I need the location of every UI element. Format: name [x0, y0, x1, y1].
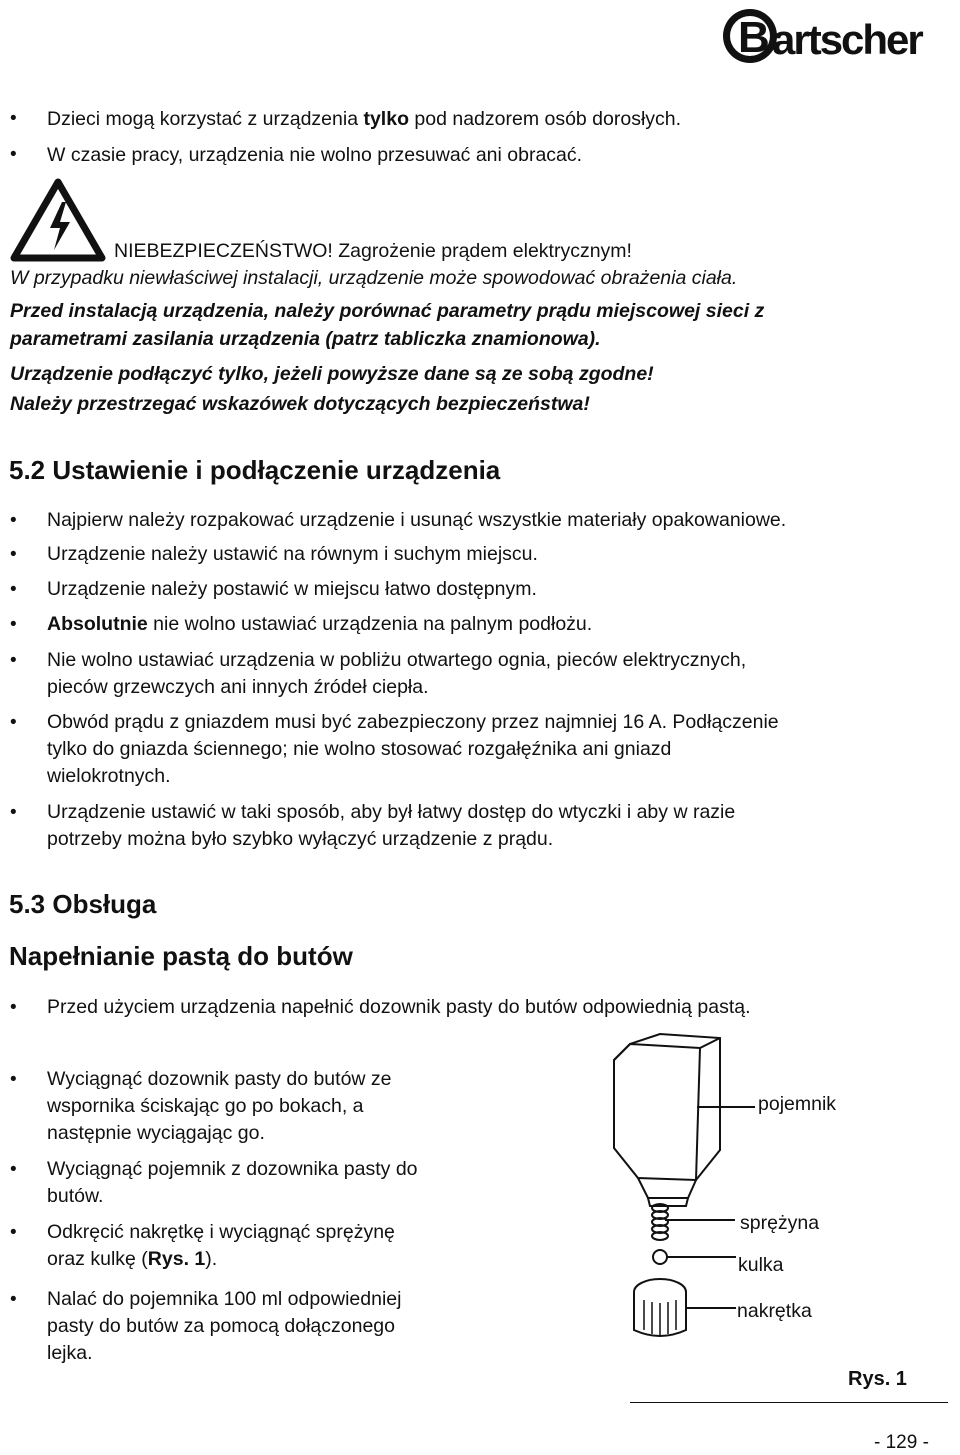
bullet-text: Urządzenie należy postawić w miejscu łatwo dostępnym.: [47, 578, 537, 600]
bullet-text: potrzeby można było szybko wyłączyć urządzenie z prądu.: [47, 828, 554, 850]
footer-rule: [630, 1402, 948, 1403]
section-heading: 5.2 Ustawienie i podłączenie urządzenia: [9, 455, 501, 485]
leader-line: [686, 1307, 736, 1309]
bullet-dot: •: [10, 650, 17, 671]
bullet-text: Nie wolno ustawiać urządzenia w pobliżu otwartego ognia, pieców elektrycznych,: [47, 649, 747, 671]
step-text: Odkręcić nakrętkę i wyciągnąć sprężynę: [47, 1221, 395, 1243]
bullet-text: Urządzenie ustawić w taki sposób, aby był łatwy dostęp do wtyczki i aby w razie: [47, 801, 736, 823]
bullet-text: Absolutnie nie wolno ustawiać urządzenia na palnym podłożu.: [47, 613, 593, 635]
bullet-dot: •: [10, 544, 17, 565]
dispenser-diagram: [600, 1030, 750, 1360]
bullet-dot: •: [10, 802, 17, 823]
bullet-dot: •: [10, 1159, 17, 1180]
label-nut: nakrętka: [737, 1300, 812, 1322]
brand-logo: [720, 2, 932, 66]
bullet-dot: •: [10, 510, 17, 531]
bullet-dot: •: [10, 1222, 17, 1243]
warning-title: NIEBEZPIECZEŃSTWO! Zagrożenie prądem elektrycznym!: [114, 240, 632, 262]
svg-text:B: B: [738, 13, 770, 62]
step-text: pasty do butów za pomocą dołączonego: [47, 1315, 395, 1337]
warning-line: Urządzenie podłączyć tylko, jeżeli powyższe dane są ze sobą zgodne!: [10, 363, 654, 385]
nut-drawing: [634, 1279, 686, 1336]
ball-drawing: [653, 1250, 667, 1264]
bullet-text: tylko do gniazda ściennego; nie wolno stosować rozgałęźnika ani gniazd: [47, 738, 672, 760]
warning-line: Należy przestrzegać wskazówek dotyczących bezpieczeństwa!: [10, 393, 590, 415]
brand-logo-graphic: [720, 2, 932, 66]
bullet-text: Urządzenie należy ustawić na równym i suchym miejscu.: [47, 543, 538, 565]
spring-drawing: [652, 1204, 668, 1240]
bullet-dot: •: [10, 997, 17, 1018]
bullet-text: pieców grzewczych ani innych źródeł ciepła.: [47, 676, 429, 698]
bullet-dot: •: [10, 108, 17, 129]
high-voltage-warning-icon: [10, 178, 106, 262]
figure-caption: Rys. 1: [848, 1368, 907, 1390]
bullet-text: wielokrotnych.: [47, 765, 171, 787]
bullet-dot: •: [10, 579, 17, 600]
page-number: - 129 -: [874, 1432, 929, 1453]
bullet-dot: •: [10, 614, 17, 635]
bullet-text: Dzieci mogą korzystać z urządzenia tylko pod nadzorem osób dorosłych.: [47, 108, 682, 130]
step-text: lejka.: [47, 1342, 93, 1364]
bullet-text: Najpierw należy rozpakować urządzenie i usunąć wszystkie materiały opakowaniowe.: [47, 509, 787, 531]
svg-text:artscher: artscher: [772, 16, 922, 63]
bullet-text: Przed użyciem urządzenia napełnić dozownik pasty do butów odpowiednią pastą.: [47, 996, 751, 1018]
bullet-text: Obwód prądu z gniazdem musi być zabezpieczony przez najmniej 16 A. Podłączenie: [47, 711, 779, 733]
step-text: następnie wyciągając go.: [47, 1122, 265, 1144]
warning-line: parametrami zasilania urządzenia (patrz tabliczka znamionowa).: [10, 328, 601, 350]
bullet-dot: •: [10, 712, 17, 733]
leader-line: [665, 1219, 735, 1221]
subsection-heading: Napełnianie pastą do butów: [9, 941, 353, 971]
bullet-dot: •: [10, 1289, 17, 1310]
label-ball: kulka: [738, 1254, 784, 1276]
label-spring: sprężyna: [740, 1212, 820, 1234]
leader-line: [666, 1256, 736, 1258]
step-text: oraz kulkę (Rys. 1).: [47, 1248, 218, 1270]
container-drawing: [614, 1034, 720, 1206]
step-text: wspornika ściskając go po bokach, a: [47, 1095, 364, 1117]
label-container: pojemnik: [758, 1093, 837, 1115]
step-text: Wyciągnąć dozownik pasty do butów ze: [47, 1068, 392, 1090]
step-text: butów.: [47, 1185, 104, 1207]
leader-line: [697, 1106, 755, 1108]
step-text: Wyciągnąć pojemnik z dozownika pasty do: [47, 1158, 418, 1180]
bullet-text: W czasie pracy, urządzenia nie wolno przesuwać ani obracać.: [47, 144, 583, 166]
bullet-dot: •: [10, 1069, 17, 1090]
bullet-dot: •: [10, 144, 17, 165]
section-heading: 5.3 Obsługa: [9, 889, 157, 919]
warning-line: W przypadku niewłaściwej instalacji, urządzenie może spowodować obrażenia ciała.: [10, 267, 738, 289]
warning-line: Przed instalacją urządzenia, należy porównać parametry prądu miejscowej sieci z: [10, 300, 765, 322]
step-text: Nalać do pojemnika 100 ml odpowiedniej: [47, 1288, 402, 1310]
